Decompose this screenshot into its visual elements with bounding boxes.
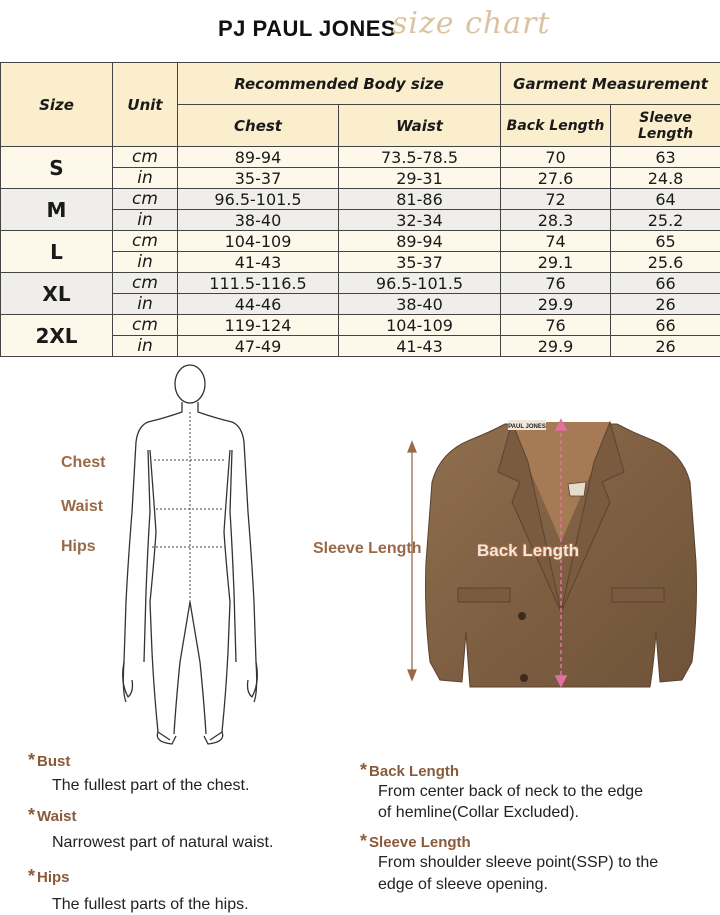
back-length-cell: 74 bbox=[501, 231, 611, 252]
back-length-figure-label: Back Length bbox=[477, 541, 580, 560]
sleeve-length-cell: 64 bbox=[611, 189, 720, 210]
waist-cell: 38-40 bbox=[339, 294, 501, 315]
back-length-cell: 27.6 bbox=[501, 168, 611, 189]
sleeve-length-cell: 26 bbox=[611, 336, 720, 357]
size-label: 2XL bbox=[1, 315, 113, 357]
size-label: S bbox=[1, 147, 113, 189]
sleeve-length-cell: 25.6 bbox=[611, 252, 720, 273]
table-row bbox=[1, 273, 720, 294]
waist-cell: 96.5-101.5 bbox=[339, 273, 501, 294]
waist-cell: 73.5-78.5 bbox=[339, 147, 501, 168]
chest-cell: 119-124 bbox=[178, 315, 339, 336]
back-length-cell: 72 bbox=[501, 189, 611, 210]
sleeve-length-cell: 26 bbox=[611, 294, 720, 315]
header-sleeve-length: Sleeve Length bbox=[611, 105, 720, 147]
star-icon: * bbox=[28, 750, 36, 770]
table-row bbox=[1, 231, 720, 252]
note-back-length-title: * Back Length bbox=[360, 760, 460, 780]
back-length-cell: 29.9 bbox=[501, 294, 611, 315]
size-label: XL bbox=[1, 273, 113, 315]
sleeve-length-cell: 63 bbox=[611, 147, 720, 168]
header-body-size: Recommended Body size bbox=[178, 63, 501, 105]
size-chart-subtitle: size chart bbox=[392, 6, 551, 41]
star-icon: * bbox=[28, 805, 36, 825]
note-hips-text: The fullest parts of the hips. bbox=[52, 896, 249, 913]
waist-cell: 29-31 bbox=[339, 168, 501, 189]
note-back-length-text-2: of hemline(Collar Excluded). bbox=[378, 804, 579, 821]
header-size: Size bbox=[1, 63, 113, 147]
note-waist-title: * Waist bbox=[28, 805, 77, 825]
unit-cell: in bbox=[113, 336, 178, 357]
hips-figure-label: Hips bbox=[61, 538, 96, 555]
header-chest: Chest bbox=[178, 105, 339, 147]
table-row bbox=[1, 147, 720, 168]
header bbox=[0, 0, 720, 60]
brand-title: PJ PAUL JONES bbox=[218, 16, 397, 41]
chest-figure-label: Chest bbox=[61, 454, 106, 471]
unit-cell: cm bbox=[113, 147, 178, 168]
waist-figure-label: Waist bbox=[61, 498, 104, 515]
sleeve-length-cell: 24.8 bbox=[611, 168, 720, 189]
unit-cell: in bbox=[113, 210, 178, 231]
back-length-cell: 76 bbox=[501, 273, 611, 294]
chest-cell: 111.5-116.5 bbox=[178, 273, 339, 294]
waist-cell: 89-94 bbox=[339, 231, 501, 252]
back-length-cell: 29.9 bbox=[501, 336, 611, 357]
chest-cell: 96.5-101.5 bbox=[178, 189, 339, 210]
unit-cell: in bbox=[113, 252, 178, 273]
note-sleeve-length-title: * Sleeve Length bbox=[360, 831, 471, 851]
chest-cell: 38-40 bbox=[178, 210, 339, 231]
header-waist: Waist bbox=[339, 105, 501, 147]
header-garment: Garment Measurement bbox=[501, 63, 720, 105]
size-chart-table bbox=[0, 62, 720, 357]
note-back-length-text-1: From center back of neck to the edge bbox=[378, 783, 644, 800]
note-sleeve-length-text-1: From shoulder sleeve point(SSP) to the bbox=[378, 854, 659, 871]
back-length-cell: 76 bbox=[501, 315, 611, 336]
star-icon: * bbox=[28, 866, 36, 886]
sleeve-length-cell: 25.2 bbox=[611, 210, 720, 231]
table-row bbox=[1, 189, 720, 210]
unit-cell: cm bbox=[113, 231, 178, 252]
unit-cell: in bbox=[113, 168, 178, 189]
back-length-cell: 28.3 bbox=[501, 210, 611, 231]
unit-cell: in bbox=[113, 294, 178, 315]
jacket-brand-tag: PAUL JONES bbox=[508, 424, 546, 430]
chest-cell: 41-43 bbox=[178, 252, 339, 273]
size-label: L bbox=[1, 231, 113, 273]
waist-cell: 32-34 bbox=[339, 210, 501, 231]
star-icon: * bbox=[360, 831, 368, 851]
header-back-length: Back Length bbox=[501, 105, 611, 147]
sleeve-length-cell: 66 bbox=[611, 273, 720, 294]
sleeve-length-cell: 66 bbox=[611, 315, 720, 336]
chest-cell: 104-109 bbox=[178, 231, 339, 252]
note-sleeve-length-text-2: edge of sleeve opening. bbox=[378, 876, 548, 893]
body-outline-illustration bbox=[110, 362, 260, 747]
chest-cell: 44-46 bbox=[178, 294, 339, 315]
sleeve-length-cell: 65 bbox=[611, 231, 720, 252]
table-row bbox=[1, 315, 720, 336]
note-waist-text: Narrowest part of natural waist. bbox=[52, 834, 274, 851]
note-hips-title: * Hips bbox=[28, 866, 70, 886]
star-icon: * bbox=[360, 760, 368, 780]
back-length-cell: 29.1 bbox=[501, 252, 611, 273]
back-length-cell: 70 bbox=[501, 147, 611, 168]
unit-cell: cm bbox=[113, 273, 178, 294]
header-unit: Unit bbox=[113, 63, 178, 147]
waist-cell: 35-37 bbox=[339, 252, 501, 273]
unit-cell: cm bbox=[113, 315, 178, 336]
chest-cell: 89-94 bbox=[178, 147, 339, 168]
size-label: M bbox=[1, 189, 113, 231]
waist-cell: 104-109 bbox=[339, 315, 501, 336]
waist-cell: 41-43 bbox=[339, 336, 501, 357]
note-bust-text: The fullest part of the chest. bbox=[52, 777, 250, 794]
waist-cell: 81-86 bbox=[339, 189, 501, 210]
chest-cell: 35-37 bbox=[178, 168, 339, 189]
note-bust-title: * Bust bbox=[28, 750, 71, 770]
chest-cell: 47-49 bbox=[178, 336, 339, 357]
unit-cell: cm bbox=[113, 189, 178, 210]
sleeve-length-figure-label: Sleeve Length bbox=[313, 540, 422, 557]
